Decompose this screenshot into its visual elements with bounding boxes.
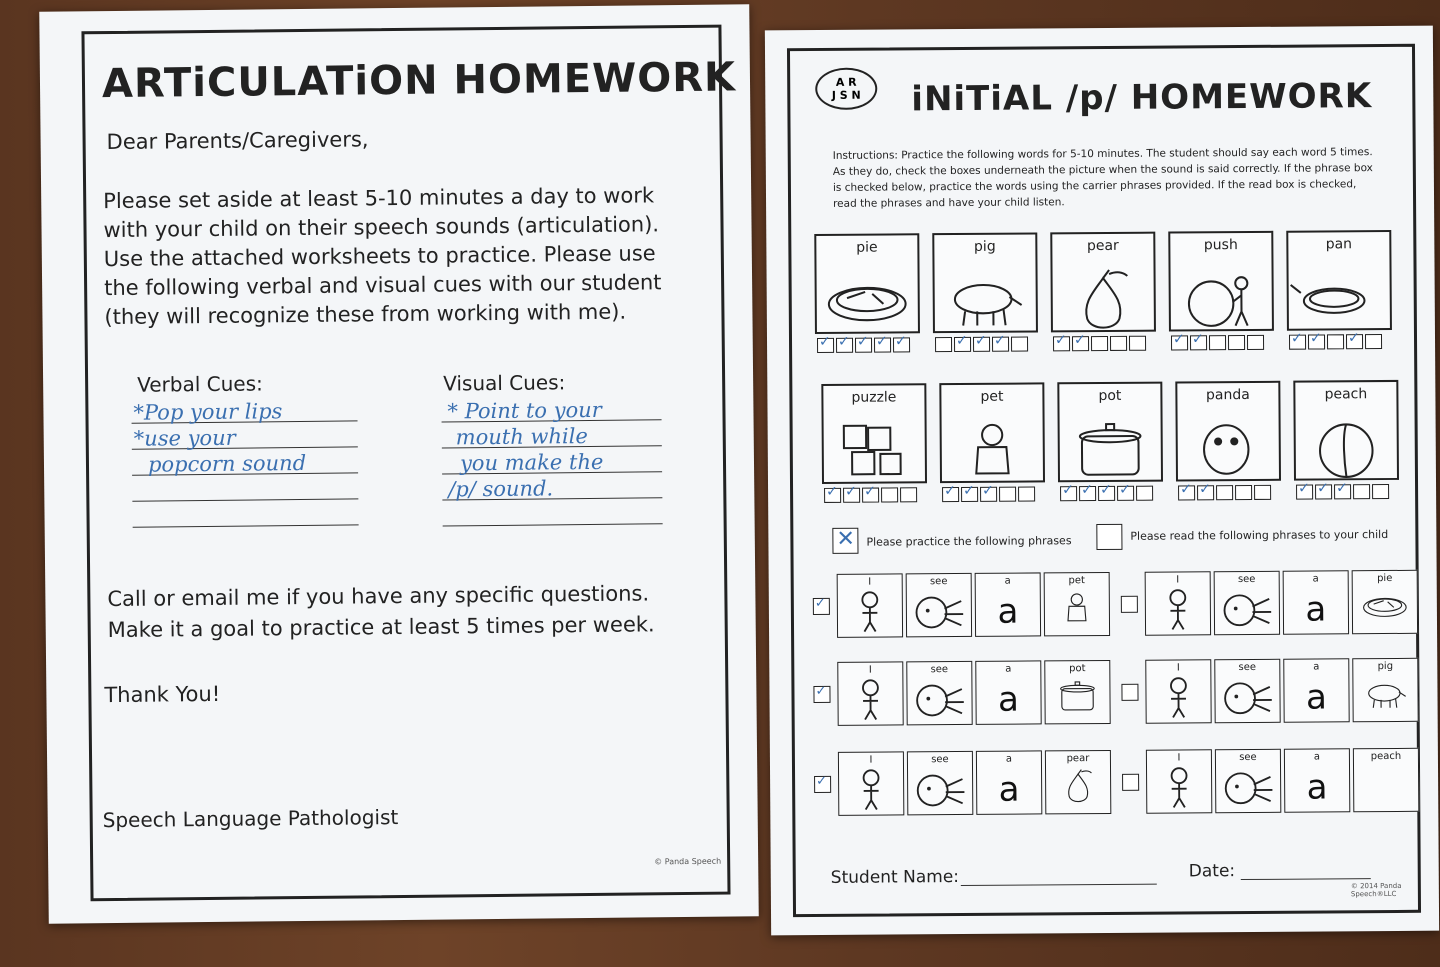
card-label: puzzle [851, 389, 897, 406]
verbal-cues-heading: Verbal Cues: [137, 371, 263, 397]
check-mark-icon: ✓ [837, 333, 850, 350]
check-mark-icon: ✓ [1290, 330, 1303, 347]
phrase-word: see [931, 754, 949, 766]
phrase-checkbox[interactable] [813, 595, 830, 615]
letter-a: a [997, 679, 1020, 720]
practice-checkbox[interactable] [1072, 332, 1089, 351]
pot-icon [1060, 412, 1161, 483]
phrase-card [837, 661, 903, 725]
phrase-card [1353, 748, 1419, 812]
logo: A R J S N [815, 68, 877, 110]
copyright: © 2014 Panda Speech®LLC [1350, 881, 1402, 899]
practice-checkbox[interactable] [1197, 481, 1214, 500]
practice-checkbox[interactable] [1136, 486, 1153, 501]
check-mark-icon: ✓ [1347, 330, 1360, 347]
practice-checkbox[interactable] [855, 333, 872, 353]
card-label: push [1203, 237, 1238, 254]
picture-card-pot [1057, 382, 1163, 483]
phrase-card [1284, 748, 1350, 812]
eye-icon [1220, 764, 1276, 809]
practice-checkbox[interactable] [843, 483, 860, 503]
worksheet-sheet [765, 26, 1439, 936]
phrase-card [906, 573, 972, 637]
phrase-card [837, 573, 903, 637]
phrase-word: I [1176, 574, 1180, 586]
paragraph-line: Use the attached worksheets to practice. Please use [103, 241, 656, 272]
phrase-word: a [1005, 663, 1012, 675]
practice-checkbox[interactable] [881, 487, 898, 502]
check-mark-icon: ✓ [1298, 480, 1310, 497]
practice-checkbox[interactable] [1327, 334, 1344, 349]
check-mark-icon: ✓ [1336, 480, 1348, 497]
picture-card-panda [1175, 381, 1281, 482]
check-mark-icon: ✓ [1054, 332, 1067, 349]
copyright: © Panda Speech [654, 856, 722, 867]
card-label: pie [856, 239, 878, 256]
practice-checkbox[interactable] [1235, 485, 1252, 500]
check-mark-icon: ✓ [993, 332, 1006, 349]
check-mark-icon: ✓ [875, 333, 888, 350]
check-mark-icon: ✓ [1191, 331, 1204, 348]
practice-checkbox[interactable] [1254, 485, 1271, 500]
visual-cue-handwriting: * Point to your [447, 397, 602, 424]
practice-checkbox[interactable] [961, 482, 978, 502]
practice-checkbox[interactable] [1178, 481, 1195, 500]
practice-checkbox[interactable] [1289, 330, 1306, 350]
check-mark-icon: ✓ [818, 333, 831, 350]
phrase-word: see [929, 576, 948, 588]
practice-checkbox[interactable] [900, 487, 917, 502]
practice-checkbox[interactable] [1079, 482, 1096, 501]
check-mark-icon: ✓ [944, 483, 956, 500]
practice-checkbox[interactable] [1365, 334, 1382, 349]
check-mark-icon: ✓ [815, 683, 827, 700]
letter-a: a [1306, 767, 1328, 808]
phrase-checkbox[interactable] [1121, 684, 1138, 701]
check-mark-icon: ✓ [1062, 482, 1074, 499]
phrase-card [1214, 659, 1280, 723]
eye-icon [912, 766, 968, 811]
practice-checkbox[interactable] [999, 487, 1016, 502]
paragraph-line: the following verbal and visual cues with our student [104, 270, 662, 301]
check-mark-icon: ✓ [1119, 481, 1131, 498]
card-label: peach [1324, 386, 1368, 403]
paragraph-line: with your child on their speech sounds (articulation). [103, 212, 660, 243]
phrase-word: I [1176, 662, 1180, 674]
practice-checkbox[interactable] [992, 332, 1009, 352]
practice-checkbox[interactable] [1190, 331, 1207, 350]
phrase-card [975, 660, 1041, 724]
pot-icon [1049, 675, 1105, 715]
card-label: panda [1205, 386, 1250, 404]
pear-icon [1052, 262, 1153, 333]
practice-checkbox[interactable] [935, 337, 952, 352]
check-boxes [1060, 481, 1153, 502]
picture-card-pan [1286, 230, 1392, 331]
phrase-card [1283, 658, 1349, 722]
picture-card-peach [1293, 380, 1399, 481]
check-mark-icon: ✓ [1073, 332, 1086, 349]
phrase-card [1145, 659, 1211, 723]
pie-icon [1357, 585, 1413, 625]
check-mark-icon: ✓ [816, 773, 828, 790]
card-label: pot [1098, 387, 1122, 405]
check-boxes [1289, 330, 1382, 350]
practice-checkbox[interactable] [1209, 335, 1226, 350]
read-phrases-label: Please read the following phrases to your child [1130, 528, 1389, 543]
phrase-word: I [869, 754, 873, 766]
phrase-card [1215, 749, 1281, 813]
eye-icon [1219, 586, 1275, 631]
phrase-card [1146, 749, 1212, 813]
check-mark-icon: ✓ [814, 595, 826, 612]
phrase-card [976, 750, 1042, 814]
phrase-word: pie [1377, 572, 1393, 585]
practice-checkbox[interactable] [893, 333, 910, 352]
practice-checkbox[interactable] [1308, 330, 1325, 349]
panda-icon [1178, 411, 1279, 482]
check-mark-icon: ✓ [963, 482, 975, 499]
verbal-cue-handwriting: *Pop your lips [133, 399, 283, 425]
phrase-card [975, 572, 1041, 636]
paragraph-line: Please set aside at least 5-10 minutes a day to work [103, 183, 655, 214]
phrase-word: a [1004, 575, 1011, 587]
practice-checkbox[interactable] [1372, 484, 1389, 499]
pan-icon [1288, 260, 1389, 331]
visual-cues-heading: Visual Cues: [443, 370, 566, 396]
visual-cue-handwriting: mouth while [455, 424, 588, 450]
letter-a: a [997, 591, 1019, 632]
thanks-text: Thank You! [104, 681, 221, 708]
check-boxes [1171, 331, 1264, 351]
practice-checkbox[interactable] [1353, 484, 1370, 499]
check-mark-icon: ✓ [894, 333, 907, 350]
phrase-word: a [1312, 573, 1319, 585]
phrase-word: I [1177, 752, 1181, 764]
check-boxes [1296, 480, 1389, 500]
picture-card-pig [932, 232, 1038, 333]
push-icon [1170, 261, 1271, 332]
practice-checkbox[interactable] [1060, 482, 1077, 501]
boy-icon [1150, 586, 1206, 631]
peach-icon [1296, 410, 1397, 481]
card-label: pear [1086, 237, 1119, 255]
phrase-card [1045, 750, 1111, 814]
practice-checkbox[interactable] [973, 332, 990, 352]
phrase-word: peach [1370, 750, 1402, 763]
practice-checkbox[interactable] [1228, 335, 1245, 350]
phrase-checkbox[interactable] [1121, 596, 1138, 613]
letter-paragraph [103, 181, 724, 332]
check-mark-icon: ✓ [864, 483, 876, 500]
phrase-word: see [1238, 661, 1257, 674]
practice-checkbox[interactable] [1296, 480, 1313, 500]
phrase-word: see [1239, 751, 1257, 764]
phrase-word: see [1237, 573, 1256, 586]
phrase-card [838, 751, 904, 815]
eye-icon [1219, 674, 1275, 719]
boy-icon [842, 588, 898, 633]
practice-checkbox[interactable] [1129, 336, 1146, 351]
date-label: Date: [1188, 861, 1236, 882]
check-mark-icon: ✓ [1180, 481, 1192, 498]
paragraph-line: (they will recognize these from working with me). [104, 299, 627, 330]
verbal-cue-handwriting: *use your [133, 425, 236, 451]
puzzle-icon [824, 413, 925, 484]
x-mark-icon: ✕ [836, 526, 855, 552]
pig-icon [934, 262, 1035, 333]
phrase-word: pear [1066, 753, 1090, 765]
practice-checkbox[interactable] [836, 333, 853, 353]
phrase-card [1145, 571, 1211, 635]
practice-checkbox[interactable] [1018, 486, 1035, 501]
practice-checkbox[interactable] [1053, 332, 1070, 351]
check-mark-icon: ✓ [974, 332, 987, 349]
practice-checkbox[interactable] [1171, 331, 1188, 350]
eye-icon [911, 676, 967, 721]
worksheet-title: iNiTiAL /p/ HOMEWORK [911, 76, 1373, 120]
check-mark-icon: ✓ [1199, 481, 1211, 498]
practice-checkbox[interactable] [1346, 330, 1363, 349]
read-phrases-checkbox[interactable] [1096, 524, 1122, 550]
check-mark-icon: ✓ [955, 332, 968, 350]
phrase-word: a [1005, 753, 1013, 765]
check-mark-icon: ✓ [845, 483, 857, 500]
phrase-card [1214, 571, 1280, 635]
phrase-word: pot [1069, 663, 1086, 675]
verbal-cue-handwriting: popcorn sound [147, 450, 307, 477]
check-boxes [942, 482, 1035, 502]
phrase-card [906, 661, 972, 725]
practice-checkbox[interactable] [1110, 336, 1127, 351]
practice-checkbox[interactable] [824, 483, 841, 503]
phrase-card [1352, 570, 1418, 634]
boy-icon [1151, 764, 1207, 809]
instructions: Instructions: Practice the following words for 5-10 minutes. The student should say each word 5 times. As they do, check the boxes underneath the picture when the sound is said correctly. If the phrase box is checked below, practice the words using the carrier phrases provided. If the read box is checked, read the phrases and have your child listen. [832, 146, 1373, 210]
boy-icon [1150, 674, 1206, 719]
practice-phrases-checkbox[interactable] [832, 528, 858, 554]
check-mark-icon: ✓ [1172, 331, 1185, 348]
practice-checkbox[interactable] [954, 332, 971, 352]
check-mark-icon: ✓ [856, 333, 869, 350]
phrase-checkbox[interactable] [1122, 774, 1139, 791]
practice-checkbox[interactable] [1315, 480, 1332, 499]
signature-line: Speech Language Pathologist [102, 805, 399, 833]
practice-phrases-label: Please practice the following phrases [866, 534, 1072, 549]
practice-checkbox[interactable] [1247, 335, 1264, 350]
practice-checkbox[interactable] [1011, 337, 1028, 352]
pie-icon [816, 263, 917, 334]
picture-card-puzzle [821, 383, 927, 484]
practice-checkbox[interactable] [817, 333, 834, 353]
phrase-word: a [1313, 661, 1320, 673]
closing-line: Make it a goal to practice at least 5 times per week. [107, 612, 655, 643]
card-label: pet [980, 388, 1004, 405]
card-label: pig [973, 238, 996, 255]
check-boxes [1053, 332, 1146, 352]
practice-checkbox[interactable] [862, 483, 879, 503]
picture-card-pie [814, 233, 920, 334]
check-boxes [824, 483, 917, 503]
practice-checkbox[interactable] [1216, 485, 1233, 500]
practice-checkbox[interactable] [980, 482, 997, 502]
letter-a: a [1305, 677, 1328, 718]
letter-a: a [998, 769, 1020, 810]
card-label: pan [1325, 236, 1353, 253]
practice-checkbox[interactable] [1334, 480, 1351, 499]
letter-a: a [1305, 589, 1327, 630]
eye-icon [911, 588, 967, 633]
practice-checkbox[interactable] [942, 483, 959, 502]
phrase-word: see [930, 664, 949, 676]
greeting: Dear Parents/Caregivers, [106, 127, 369, 155]
phrase-word: pet [1068, 575, 1085, 587]
check-mark-icon: ✓ [826, 483, 838, 500]
pet-icon [1049, 587, 1105, 627]
phrase-checkbox[interactable] [813, 683, 830, 703]
practice-checkbox[interactable] [1091, 336, 1108, 351]
letter-title: ARTiCULATiON HOMEWORK [101, 54, 737, 108]
check-mark-icon: ✓ [1309, 330, 1322, 347]
phrase-card [1352, 658, 1418, 722]
boy-icon [843, 766, 899, 811]
boy-icon [842, 676, 898, 721]
practice-checkbox[interactable] [874, 333, 891, 352]
parent-letter-sheet [39, 4, 759, 923]
phrase-card [907, 751, 973, 815]
check-mark-icon: ✓ [1100, 481, 1112, 499]
pig-icon [1357, 673, 1413, 713]
check-mark-icon: ✓ [1317, 480, 1329, 497]
phrase-card [1044, 660, 1110, 724]
check-mark-icon: ✓ [1081, 482, 1093, 499]
check-boxes [1178, 481, 1271, 501]
picture-card-pear [1050, 232, 1156, 333]
phrase-word: pig [1377, 660, 1394, 673]
pet-icon [942, 412, 1043, 483]
visual-cue-handwriting: you make the [459, 449, 604, 476]
check-mark-icon: ✓ [982, 482, 994, 499]
phrase-word: a [1313, 751, 1321, 763]
phrase-card [1044, 572, 1110, 636]
practice-checkbox[interactable] [1098, 481, 1115, 501]
check-boxes [935, 332, 1028, 353]
student-name-label: Student Name: [830, 867, 960, 888]
visual-cue-handwriting: /p/ sound. [448, 476, 554, 502]
phrase-card [1283, 570, 1349, 634]
picture-card-pet [939, 382, 1045, 483]
picture-card-push [1168, 231, 1274, 332]
phrase-word: I [868, 664, 872, 676]
closing-line: Call or email me if you have any specific questions. [107, 581, 650, 612]
check-boxes [817, 333, 910, 353]
phrase-word: I [868, 576, 872, 588]
peach-icon [1358, 763, 1414, 803]
practice-checkbox[interactable] [1117, 481, 1134, 501]
pear-icon [1050, 765, 1106, 805]
phrase-checkbox[interactable] [814, 773, 831, 793]
